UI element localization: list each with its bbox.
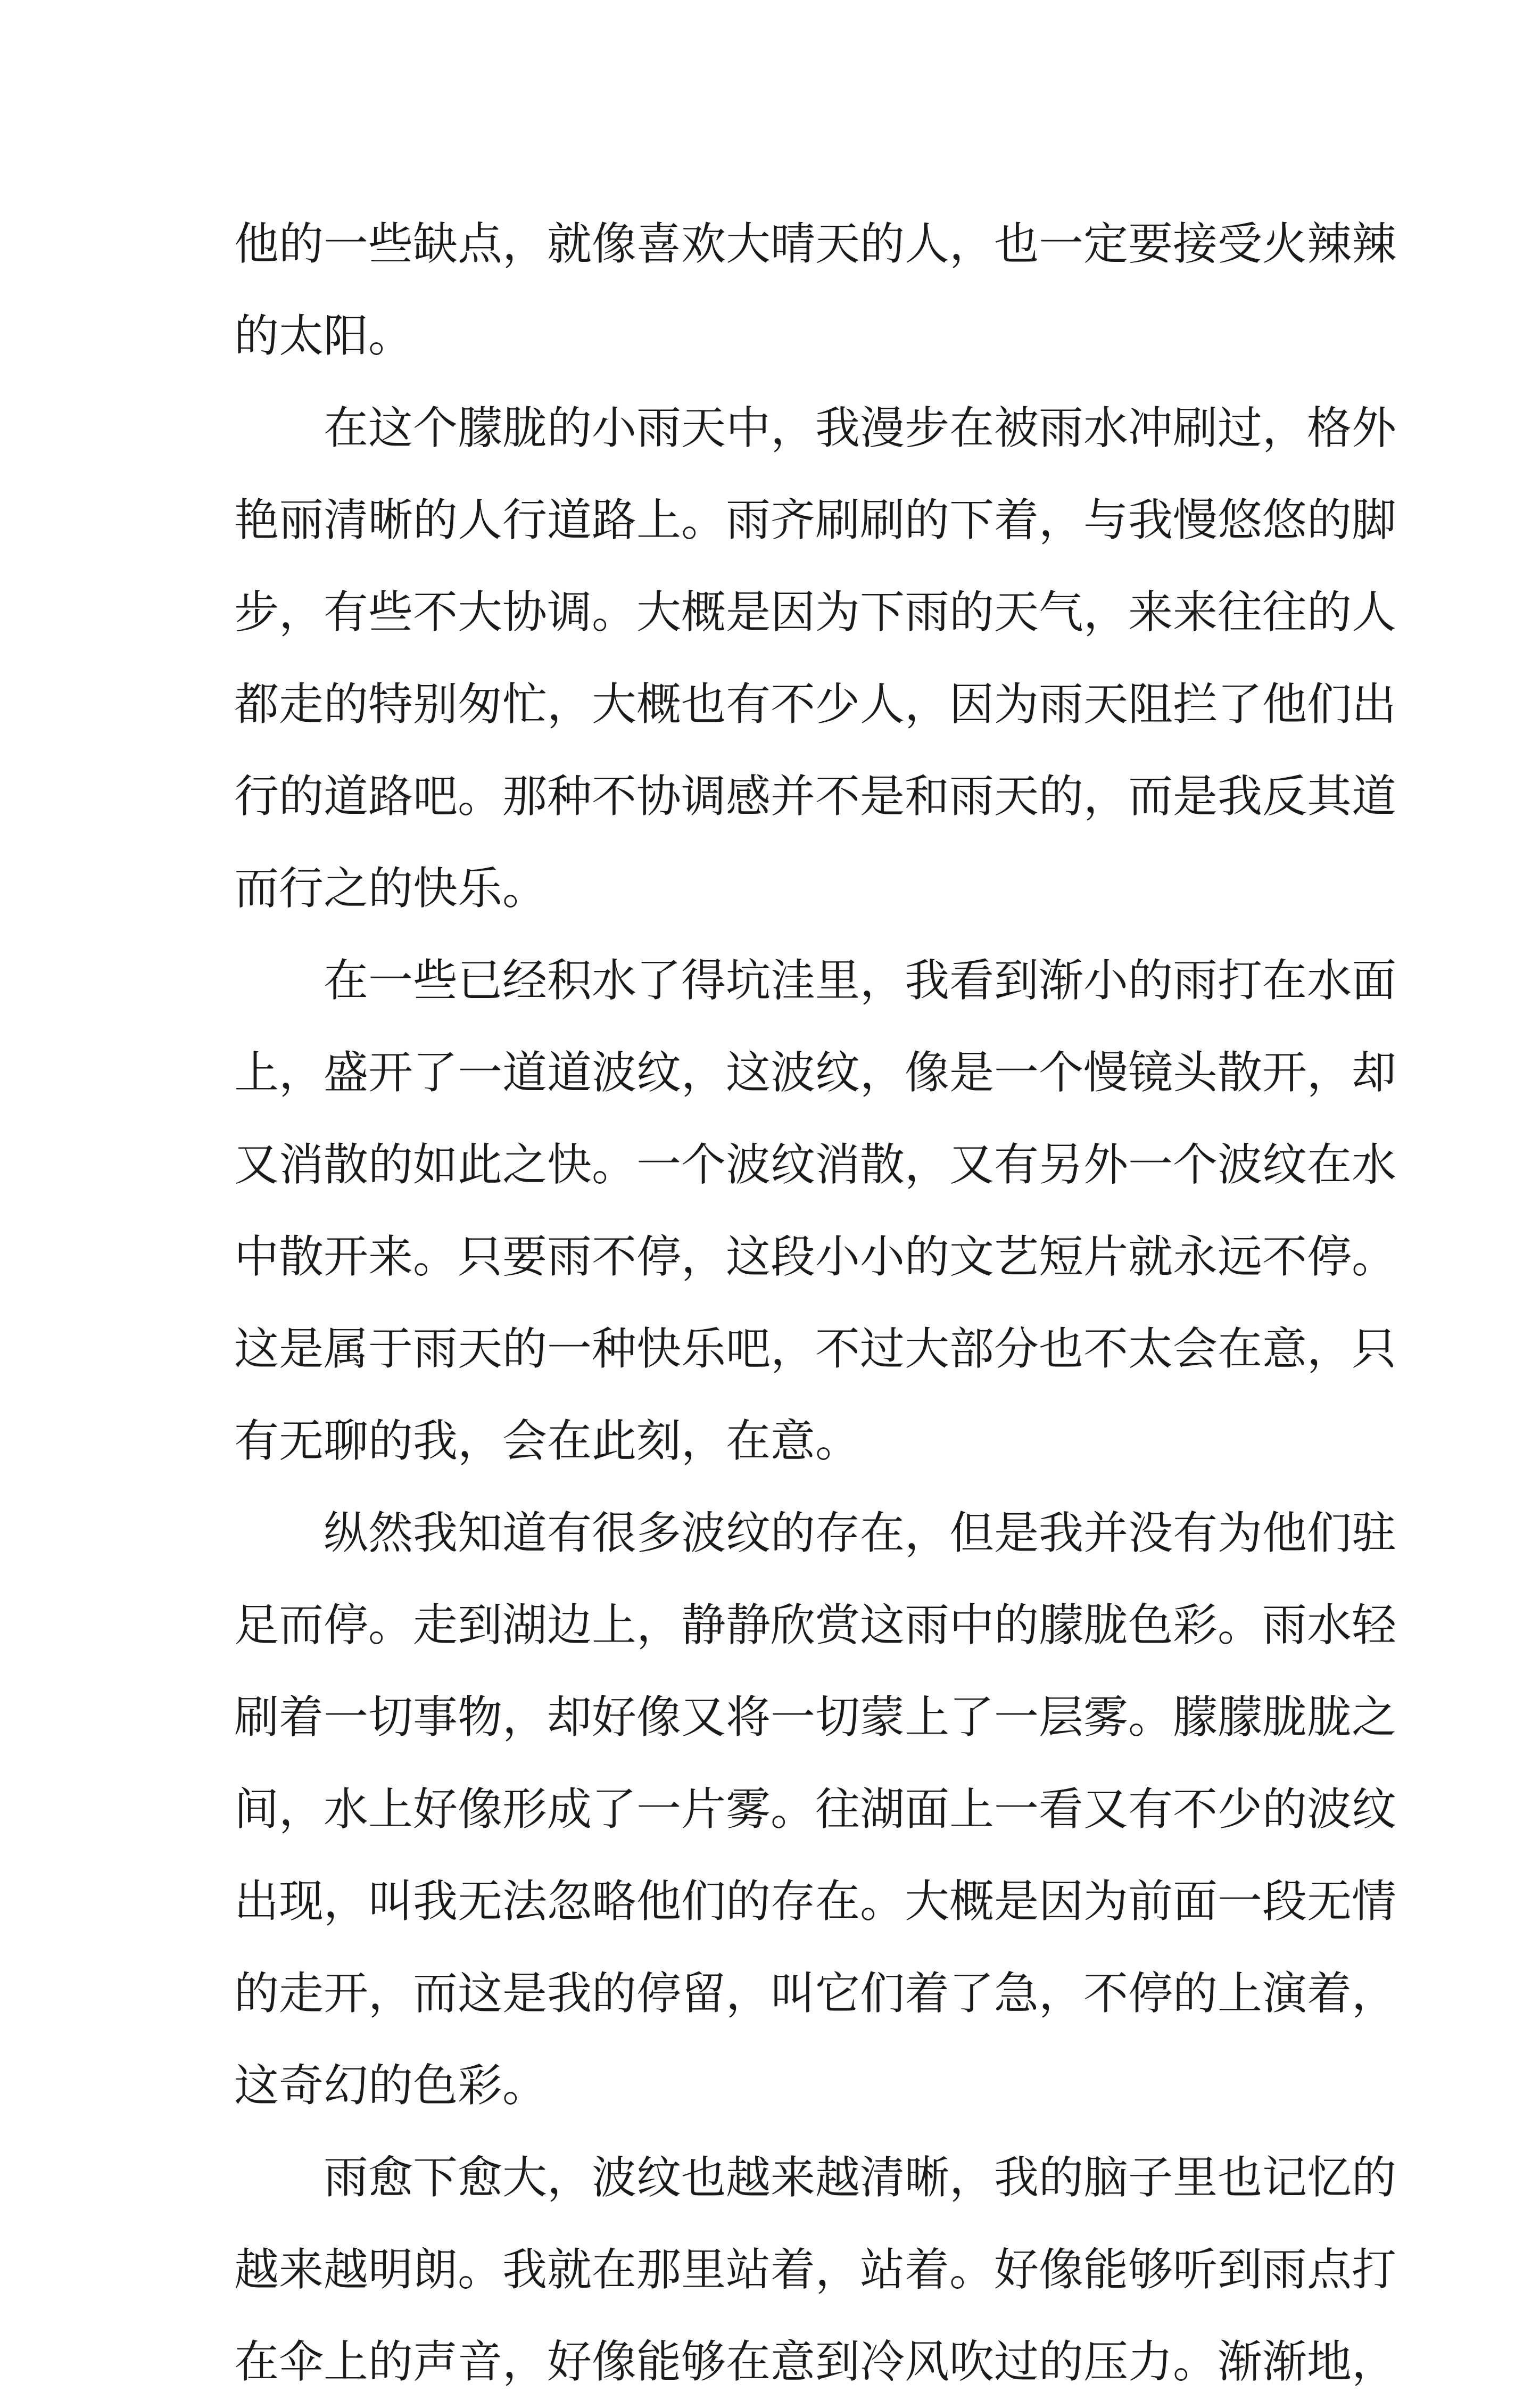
- text-line: 有无聊的我，会在此刻，在意。: [234, 1415, 860, 1467]
- text-line: 行的道路吧。那种不协调感并不是和雨天的，而是我反其道: [234, 770, 1397, 822]
- text-line: 纵然我知道有很多波纹的存在，但是我并没有为他们驻: [324, 1507, 1397, 1559]
- text-line: 中散开来。只要雨不停，这段小小的文艺短片就永远不停。: [234, 1231, 1397, 1283]
- text-line: 上，盛开了一道道波纹，这波纹，像是一个慢镜头散开，却: [234, 1046, 1397, 1099]
- text-line: 这奇幻的色彩。: [234, 2059, 548, 2112]
- text-line: 间，水上好像形成了一片雾。往湖面上一看又有不少的波纹: [234, 1783, 1397, 1835]
- text-line: 雨愈下愈大，波纹也越来越清晰，我的脑子里也记忆的: [324, 2151, 1397, 2204]
- text-line: 这是属于雨天的一种快乐吧，不过大部分也不太会在意，只: [234, 1323, 1397, 1375]
- text-line: 都走的特别匆忙，大概也有不少人，因为雨天阻拦了他们出: [234, 678, 1397, 730]
- text-line: 在伞上的声音，好像能够在意到冷风吹过的压力。渐渐地，: [234, 2336, 1397, 2388]
- text-line: 在一些已经积水了得坑洼里，我看到渐小的雨打在水面: [324, 954, 1397, 1007]
- text-line: 而行之的快乐。: [234, 862, 548, 914]
- body-text: [234, 198, 1397, 2408]
- text-line: 他的一些缺点，就像喜欢大晴天的人，也一定要接受火辣辣: [234, 218, 1397, 270]
- text-line: 的太阳。: [234, 310, 413, 362]
- text-line: 越来越明朗。我就在那里站着，站着。好像能够听到雨点打: [234, 2244, 1397, 2296]
- text-line: 刷着一切事物，却好像又将一切蒙上了一层雾。朦朦胧胧之: [234, 1691, 1397, 1743]
- text-line: 在这个朦胧的小雨天中，我漫步在被雨水冲刷过，格外: [324, 402, 1397, 454]
- text-line: 足而停。走到湖边上，静静欣赏这雨中的朦胧色彩。雨水轻: [234, 1599, 1397, 1651]
- text-line: 出现，叫我无法忽略他们的存在。大概是因为前面一段无情: [234, 1875, 1397, 1927]
- text-line: 又消散的如此之快。一个波纹消散，又有另外一个波纹在水: [234, 1139, 1397, 1191]
- text-line: 的走开，而这是我的停留，叫它们着了急，不停的上演着，: [234, 1967, 1397, 2019]
- text-line: 艳丽清晰的人行道路上。雨齐刷刷的下着，与我慢悠悠的脚: [234, 494, 1397, 546]
- text-line: 步，有些不大协调。大概是因为下雨的天气，来来往往的人: [234, 586, 1397, 638]
